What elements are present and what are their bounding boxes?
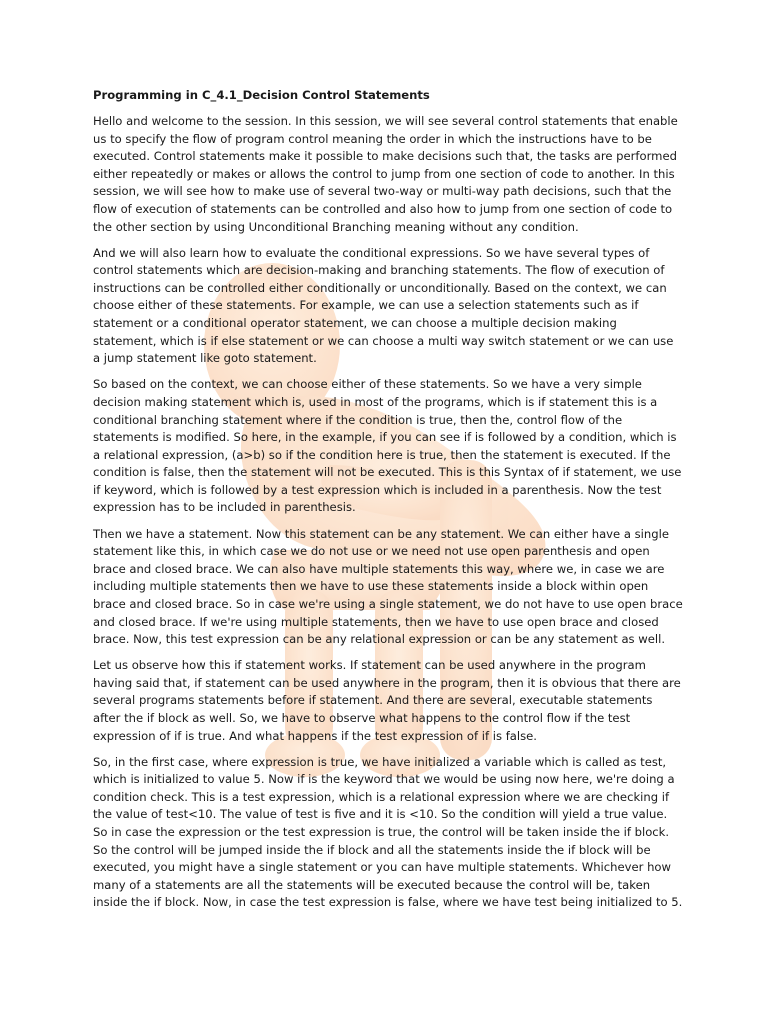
paragraph-control-statement-types: And we will also learn how to evaluate the conditional expressions. So we have several types of control statements which are decision-making and branching statements. The flow of execution of instructions can be controlled either conditionally or unconditionally. Based on the context, we can choose either of these statements. For example, we can use a selection statements such as if statement or a conditional operator statement, we can choose a multiple decision making statement, which is if else statement or we can choose a multi way switch statement or we can use a jump statement like goto statement. [93,245,674,366]
paragraph-statement-block: Then we have a statement. Now this statement can be any statement. We can either have a single statement like this, in which case we do not use or we need not use open parenthesis and open brace and closed brace. We can also have multiple statements this way, where we, in case we are including multiple statements then we have to use these statements inside a block within open brace and closed brace. So in case we're using a single statement, we do not have to use open brace and closed brace. If we're using multiple statements, then we have to use open brace and closed brace. Now, this test expression can be any relational expression or can be any statement as well. [93,526,683,647]
paragraph-intro: Hello and welcome to the session. In this session, we will see several control statements that enable us to specify the flow of program control meaning the order in which the instructions have to be executed. Control statements make it possible to make decisions such that, the tasks are performed either repeatedly or makes or allows the control to jump from one section of code to another. In this session, we will see how to make use of several two-way or multi-way path decisions, such that the flow of execution of statements can be controlled and also how to jump from one section of code to the other section by using Unconditional Branching meaning without any condition. [93,114,678,234]
document-title: Programming in C_4.1_Decision Control Statements [93,88,430,102]
paragraph-if-flow: Let us observe how this if statement works. If statement can be used anywhere in the program having said that, if statement can be used anywhere in the program, then it is obvious that there are several programs statements before if statement. And there are several, executable statements after the if block as well. So, we have to observe what happens to the control flow if the test expression of if is true. And what happens if the test expression of if is false. [93,658,681,743]
paragraph-if-statement: So based on the context, we can choose either of these statements. So we have a very simple decision making statement which is, used in most of the programs, which is if statement this is a conditional branching statement where if the condition is true, then the, control flow of the statements is modified. So here, in the example, if you can see if is followed by a condition, which is a relational expression, (a>b) so if the condition here is true, then the statement is executed. If the condition is false, then the statement will not be executed. This is this Syntax of if statement, we use if keyword, which is followed by a test expression which is included in a parenthesis. Now the test expression has to be included in parenthesis. [93,377,682,515]
document-page [93,87,683,921]
paragraph-true-case: So, in the first case, where expression is true, we have initialized a variable which is called as test, which is initialized to value 5. Now if is the keyword that we would be using now here, we're doing a condition check. This is a test expression, which is a relational expression where we are checking if the value of test<10. The value of test is five and it is <10. So the condition will yield a true value. So in case the expression or the test expression is true, the control will be taken inside the if block. So the control will be jumped inside the if block and all the statements inside the if block will be executed, you might have a single statement or you can have multiple statements. Whichever how many of a statements are all the statements will be executed because the control will be, taken inside the if block. Now, in case the test expression is false, where we have test being initialized to 5. [93,754,683,910]
